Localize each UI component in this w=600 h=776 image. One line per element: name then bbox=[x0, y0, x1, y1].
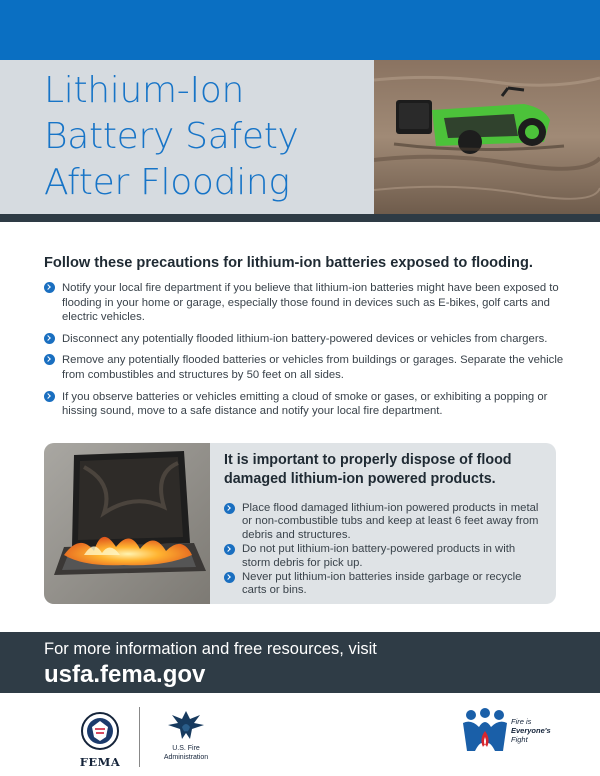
title-line-2: Battery Safety bbox=[44, 116, 299, 157]
logo-divider bbox=[139, 707, 140, 767]
fif-line-3: Fight bbox=[511, 735, 528, 744]
fire-is-everyones-fight-icon bbox=[459, 705, 511, 755]
page-title bbox=[44, 68, 374, 206]
list-item bbox=[224, 543, 544, 570]
resources-footer bbox=[0, 632, 600, 693]
fema-logo bbox=[72, 709, 128, 767]
fif-line-1: Fire is bbox=[511, 717, 532, 726]
list-item bbox=[44, 353, 564, 382]
disposal-panel bbox=[44, 443, 556, 604]
usfa-wordmark bbox=[154, 744, 218, 762]
list-item bbox=[44, 332, 564, 347]
list-item-text: Notify your local fire department if you believe that lithium-ion batteries might have been exposed to flooding in your home or garage, especially those found in devices such as E-bikes, golf carts and electric vehicles. bbox=[62, 282, 559, 324]
chevron-bullet-icon bbox=[224, 544, 235, 555]
list-item bbox=[224, 571, 544, 598]
chevron-bullet-icon bbox=[44, 282, 55, 293]
fire-is-everyones-fight-logo bbox=[459, 705, 559, 755]
title-line-3: After Flooding bbox=[44, 162, 290, 203]
list-item bbox=[44, 281, 564, 325]
fif-line-2: Everyone's bbox=[511, 726, 551, 735]
footer-text: For more information and free resources, visit bbox=[44, 640, 377, 658]
chevron-bullet-icon bbox=[44, 333, 55, 344]
list-item bbox=[44, 390, 564, 419]
list-item-text: Remove any potentially flooded batteries or vehicles from buildings or garages. Separate the vehicle from combustibles and structures by 50 feet on all sides. bbox=[62, 354, 564, 381]
flooded-scooter-photo bbox=[374, 60, 600, 214]
list-item-text: Place flood damaged lithium-ion powered products in metal or non-combustible tubs and keep at least 6 feet away from debris and structures. bbox=[242, 502, 539, 541]
precautions-list bbox=[44, 281, 564, 426]
list-item bbox=[224, 502, 544, 542]
usfa-line-2: Administration bbox=[163, 754, 209, 761]
title-line-1: Lithium-Ion bbox=[44, 70, 245, 111]
intro-heading: Follow these precautions for lithium-ion batteries exposed to flooding. bbox=[44, 255, 533, 271]
list-item-text: Never put lithium-ion batteries inside garbage or recycle carts or bins. bbox=[242, 571, 522, 597]
list-item-text: If you observe batteries or vehicles emitting a cloud of smoke or gases, or exhibiting a popping or hissing sound, move to a safe distance and notify your local fire department. bbox=[62, 390, 548, 418]
logo-strip bbox=[0, 693, 600, 776]
dhs-seal-icon bbox=[72, 709, 128, 753]
top-color-bar bbox=[0, 0, 600, 60]
chevron-bullet-icon bbox=[224, 572, 235, 583]
usfa-link[interactable]: usfa.fema.gov bbox=[44, 661, 206, 688]
fema-wordmark: FEMA bbox=[79, 755, 121, 769]
burning-laptop-photo bbox=[44, 443, 210, 604]
list-item-text: Do not put lithium-ion battery-powered products in with storm debris for pick up. bbox=[242, 543, 516, 569]
usfa-line-1: U.S. Fire bbox=[172, 745, 200, 752]
usfa-logo bbox=[154, 707, 218, 773]
disposal-heading: It is important to properly dispose of flood damaged lithium-ion powered products. bbox=[224, 452, 512, 487]
list-item-text: Disconnect any potentially flooded lithium-ion battery-powered devices or vehicles from chargers. bbox=[62, 332, 548, 345]
disposal-list bbox=[224, 502, 544, 599]
chevron-bullet-icon bbox=[44, 354, 55, 365]
hero-banner bbox=[0, 60, 600, 214]
hero-divider bbox=[0, 214, 600, 222]
chevron-bullet-icon bbox=[224, 503, 235, 514]
fif-wordmark bbox=[511, 717, 567, 744]
chevron-bullet-icon bbox=[44, 391, 55, 402]
usfa-eagle-icon bbox=[154, 707, 218, 743]
